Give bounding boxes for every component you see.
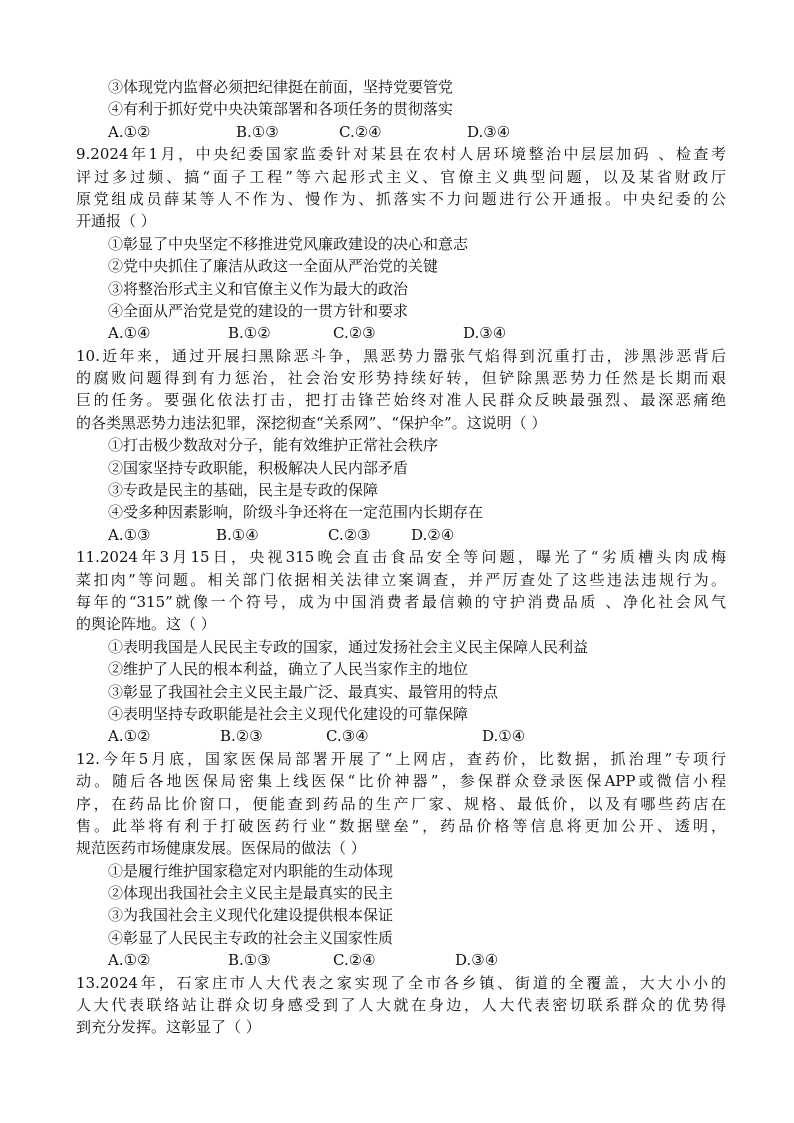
choice-item: ④彰显了人民民主专政的社会主义国家性质 xyxy=(108,928,394,947)
answer-options xyxy=(76,725,726,747)
option-d[interactable]: D.①④ xyxy=(482,727,526,746)
question-stem-line: 售。此举将有利于打破医药行业“数据壁垒”，药品价格等信息将更加公开、透明， xyxy=(76,816,726,835)
question-stem-line: 每年的“315”就像一个符号，成为中国消费者最信赖的守护消费品质 、净化社会风气 xyxy=(76,592,726,611)
option-d[interactable]: D.②④ xyxy=(411,525,455,544)
choice-item: ②体现出我国社会主义民主是最真实的民主 xyxy=(108,884,394,903)
choice-item: ④表明坚持专政职能是社会主义现代化建设的可靠保障 xyxy=(108,704,469,723)
option-d[interactable]: D.③④ xyxy=(467,122,511,141)
question-stem-line: 动。随后各地医保局密集上线医保“比价神器”，参保群众登录医保APP或微信小程 xyxy=(76,772,726,791)
option-a[interactable]: A.①② xyxy=(108,122,151,141)
question-stem-line: 规范医药市场健康发展。医保局的做法（ ） xyxy=(76,839,366,858)
option-c[interactable]: C.②③ xyxy=(333,324,376,343)
choice-item: ①是履行维护国家稳定对内职能的生动体现 xyxy=(108,861,394,880)
option-d[interactable]: D.③④ xyxy=(455,951,499,970)
question-stem-line: 序，在药品比价窗口，便能查到药品的生产厂家、规格、最低价，以及有哪些药店在 xyxy=(76,794,726,813)
option-a[interactable]: A.①③ xyxy=(108,525,151,544)
question-8-tail xyxy=(76,76,726,143)
question-11 xyxy=(76,546,726,748)
choice-item: ③专政是民主的基础，民主是专政的保障 xyxy=(108,481,379,500)
choice-item: ②国家坚持专政职能，积极解决人民内部矛盾 xyxy=(108,458,409,477)
choice-item: ①彰显了中央坚定不移推进党风廉政建设的决心和意志 xyxy=(108,234,469,253)
choice-item: ②维护了人民的根本利益，确立了人民当家作主的地位 xyxy=(108,660,469,679)
question-stem-line: 评过多过频、搞“面子工程”等六起形式主义、官僚主义典型问题，以及某省财政厅 xyxy=(76,167,726,186)
option-c[interactable]: C.②④ xyxy=(339,122,382,141)
question-stem-line: 的各类黑恶势力违法犯罪，深挖彻查“关系网”、“保护伞”。这说明（ ） xyxy=(76,413,547,432)
choice-item: ④有利于抓好党中央决策部署和各项任务的贯彻落实 xyxy=(108,100,454,119)
answer-options xyxy=(76,322,726,344)
question-13 xyxy=(76,972,726,1039)
option-b[interactable]: B.①② xyxy=(228,324,271,343)
question-stem-line: 12.今年5月底，国家医保局部署开展了“上网店，查药价，比数据，抓治理”专项行 xyxy=(76,749,726,768)
option-b[interactable]: B.①③ xyxy=(228,951,271,970)
exam-page xyxy=(76,76,726,1039)
question-stem-line: 到充分发挥。这彰显了（ ） xyxy=(76,1018,261,1037)
question-stem-line: 的腐败问题得到有力惩治，社会治安形势持续好转，但铲除黑恶势力任然是长期而艰 xyxy=(76,369,726,388)
choice-item: ③彰显了我国社会主义民主最广泛、最真实、最管用的特点 xyxy=(108,682,499,701)
answer-options xyxy=(76,121,726,143)
option-c[interactable]: C.②③ xyxy=(328,525,371,544)
choice-item: ③体现党内监督必须把纪律挺在前面，坚持党要管党 xyxy=(108,78,454,96)
option-a[interactable]: A.①② xyxy=(108,951,151,970)
choice-item: ②党中央抓住了廉洁从政这一全面从严治党的关键 xyxy=(108,257,439,276)
option-b[interactable]: B.②③ xyxy=(220,727,263,746)
choice-item: ④全面从严治党是党的建设的一贯方针和要求 xyxy=(108,301,409,320)
question-10 xyxy=(76,345,726,547)
option-a[interactable]: A.①④ xyxy=(108,324,151,343)
question-stem-line: 原党组成员薛某等人不作为、慢作为、抓落实不力问题进行公开通报。中央纪委的公 xyxy=(76,189,726,208)
question-stem-line: 巨的任务。要强化依法打击，把打击锋芒始终对准人民群众反映最强烈、最深恶痛绝 xyxy=(76,391,726,410)
question-stem-line: 人大代表联络站让群众切身感受到了人大就在身边，人大代表密切联系群众的优势得 xyxy=(76,996,726,1015)
option-c[interactable]: C.②④ xyxy=(333,951,376,970)
option-c[interactable]: C.③④ xyxy=(326,727,369,746)
choice-item: ④受多种因素影响，阶级斗争还将在一定范围内长期存在 xyxy=(108,503,484,522)
question-stem-line: 开通报（ ） xyxy=(76,212,156,231)
question-stem-line: 13.2024年，石家庄市人大代表之家实现了全市各乡镇、街道的全覆盖，大大小小的 xyxy=(76,973,726,992)
question-9 xyxy=(76,143,726,345)
choice-item: ①打击极少数敌对分子，能有效维护正常社会秩序 xyxy=(108,436,439,455)
choice-item: ①表明我国是人民民主专政的国家，通过发扬社会主义民主保障人民利益 xyxy=(108,637,589,656)
question-stem-line: 11.2024年3月15日，央视315晚会直击食品安全等问题，曝光了“劣质槽头肉成梅 xyxy=(76,548,726,567)
question-stem-line: 9.2024年1月，中央纪委国家监委针对某县在农村人居环境整治中层层加码 、检查考 xyxy=(76,145,726,164)
option-d[interactable]: D.③④ xyxy=(463,324,507,343)
question-stem-line: 菜扣肉”等问题。相关部门依据相关法律立案调查，并严厉查处了这些违法违规行为。 xyxy=(76,570,726,589)
option-a[interactable]: A.①② xyxy=(108,727,151,746)
question-stem-line: 10.近年来，通过开展扫黑除恶斗争，黑恶势力嚣张气焰得到沉重打击，涉黑涉恶背后 xyxy=(76,346,726,365)
question-12 xyxy=(76,748,726,972)
option-b[interactable]: B.①④ xyxy=(216,525,259,544)
choice-item: ③将整治形式主义和官僚主义作为最大的政治 xyxy=(108,279,409,298)
choice-item: ③为我国社会主义现代化建设提供根本保证 xyxy=(108,906,394,925)
answer-options xyxy=(76,949,726,971)
question-stem-line: 的舆论阵地。这（ ） xyxy=(76,615,216,634)
option-b[interactable]: B.①③ xyxy=(236,122,279,141)
answer-options xyxy=(76,524,726,546)
